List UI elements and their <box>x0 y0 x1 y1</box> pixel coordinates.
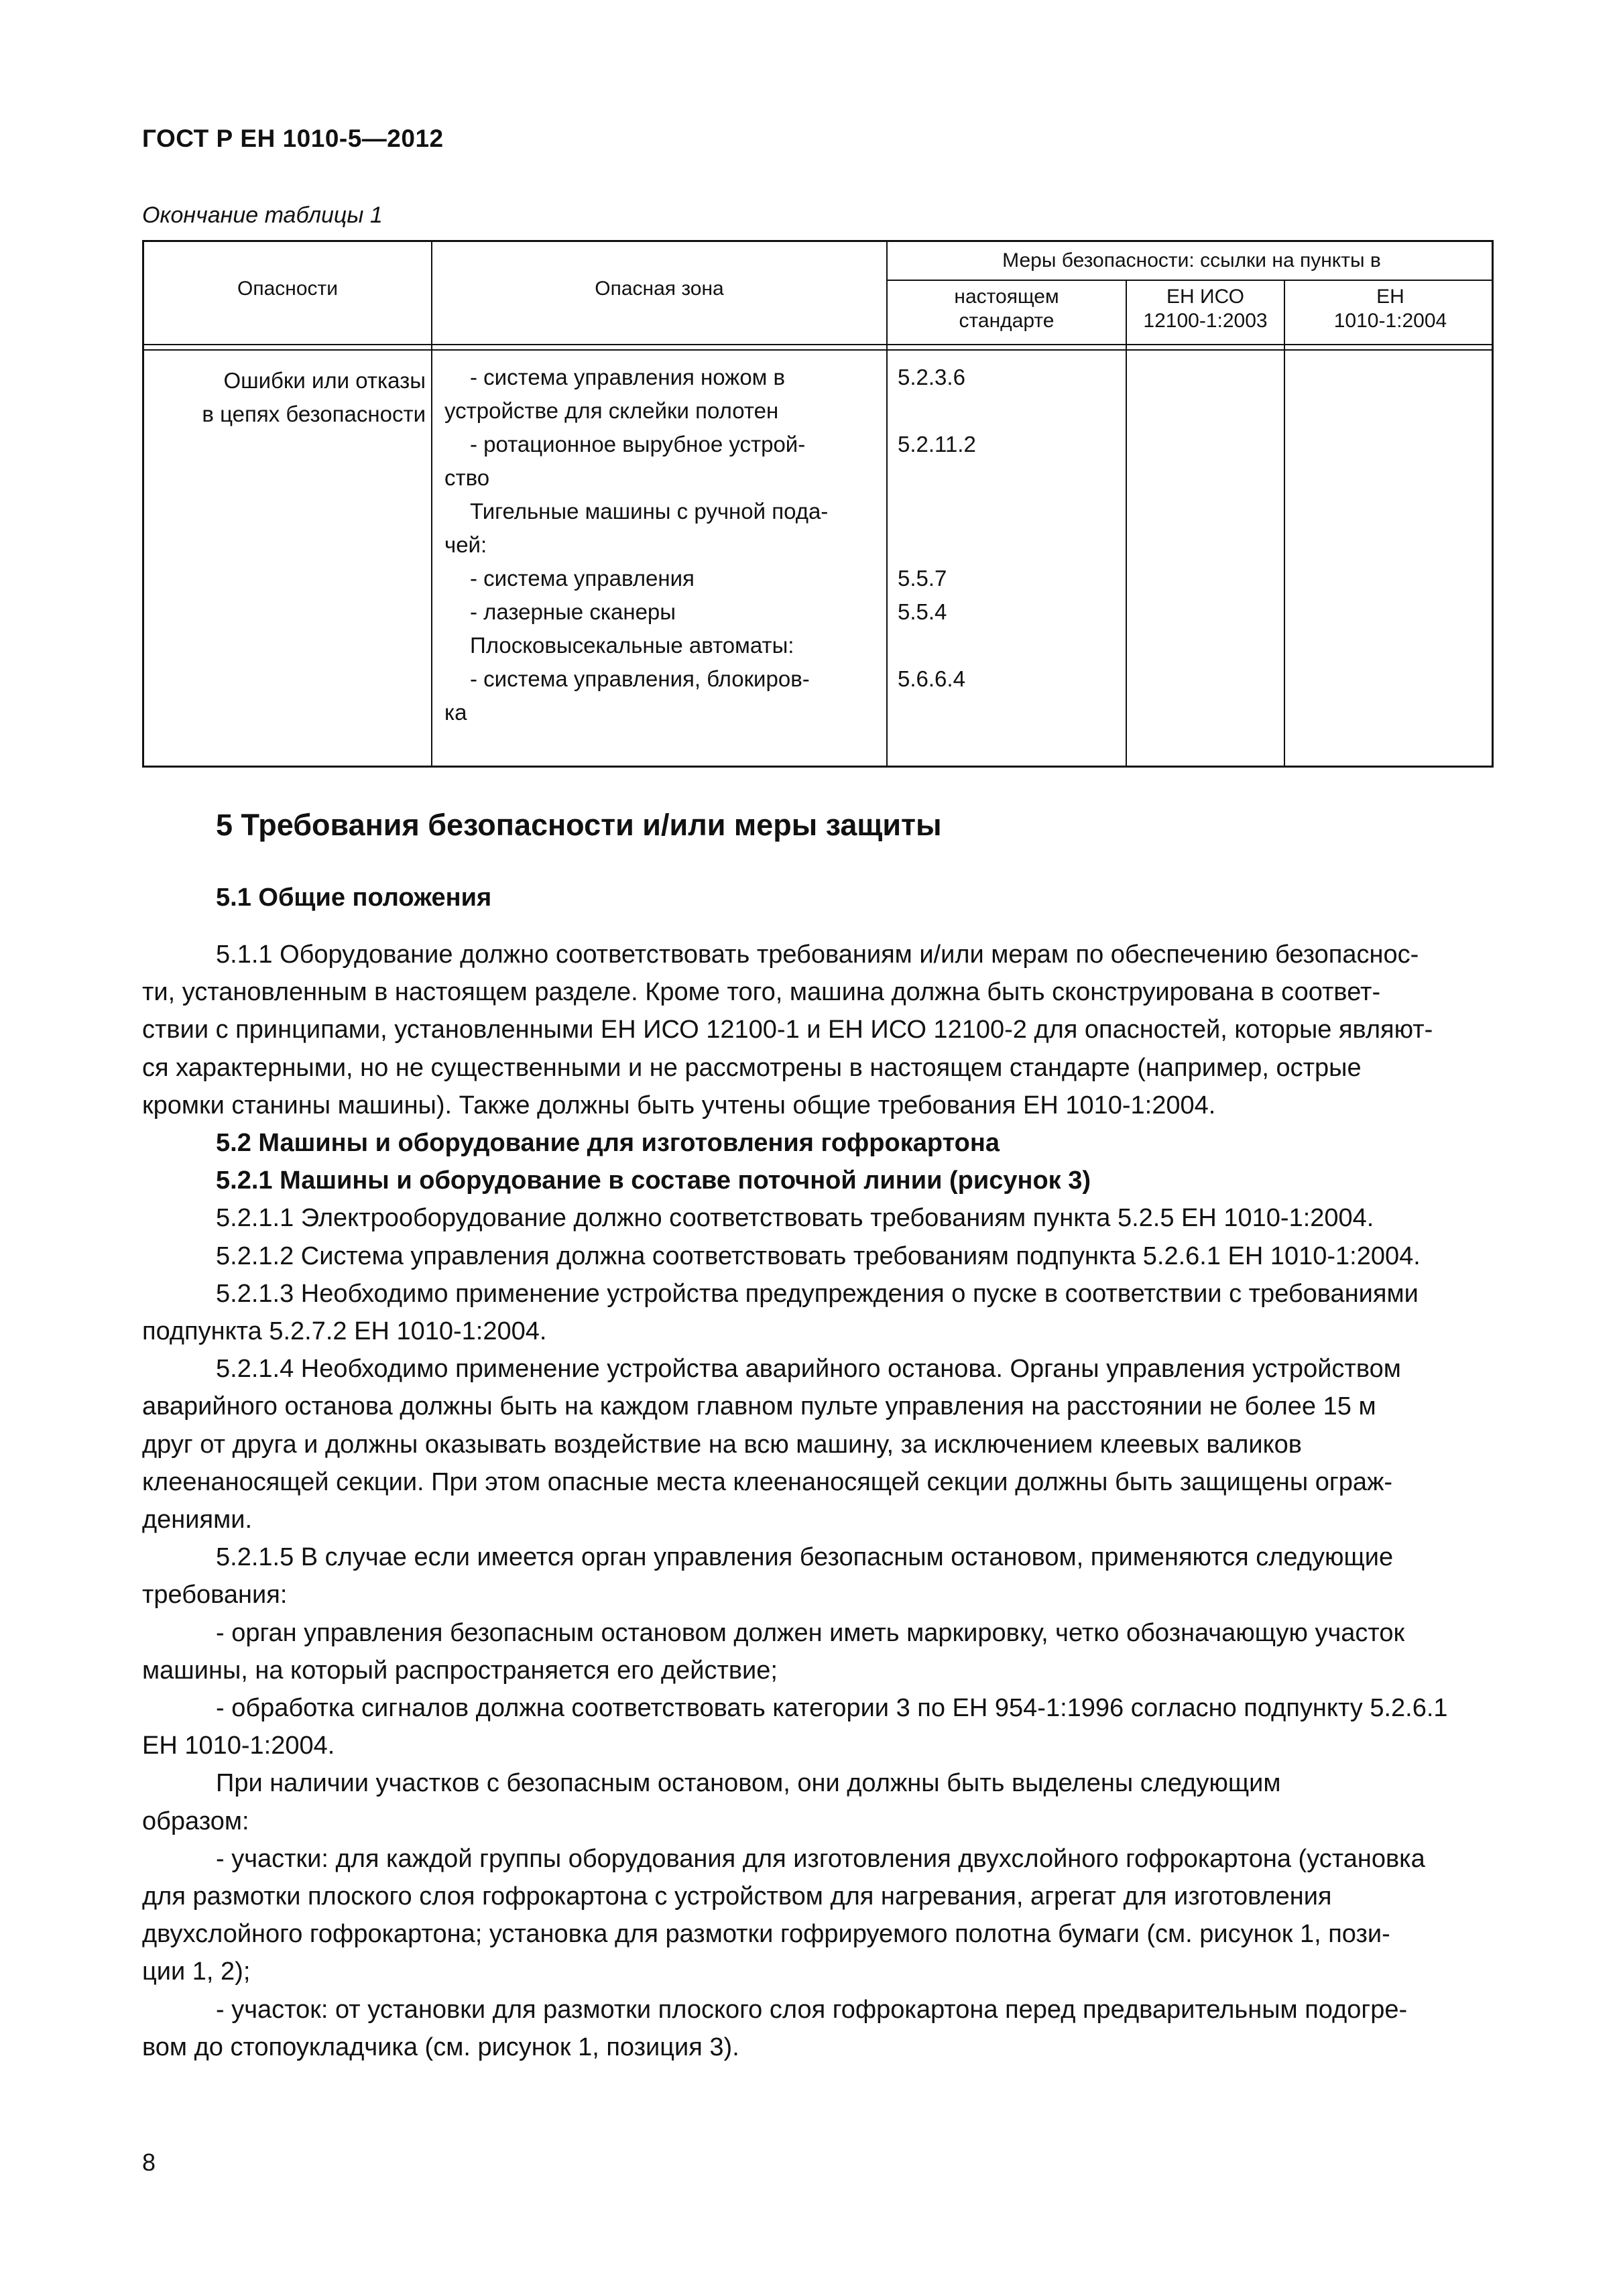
body-line: ся характерными, но не существенными и не рассмотрены в настоящем стандарте (например, острые <box>142 1054 1362 1082</box>
reference-value: 5.5.7 <box>898 566 947 591</box>
body-line: для размотки плоского слоя гофрокартона с устройством для нагревания, агрегат для изготовления <box>142 1882 1332 1911</box>
zone-line: чей: <box>444 532 487 557</box>
header-this-standard: настоящем стандарте <box>954 286 1059 332</box>
body-line: машины, на который распространяется его действие; <box>142 1656 778 1685</box>
body-line: 5.2.1.3 Необходимо применение устройства предупреждения о пуске в соответствии с требованиями <box>216 1280 1419 1308</box>
body-line: При наличии участков с безопасным остановом, они должны быть выделены следующим <box>216 1769 1281 1797</box>
body-line: 5.2.1.1 Электрооборудование должно соответствовать требованиям пункта 5.2.5 ЕН 1010-1:2004. <box>216 1204 1374 1232</box>
zone-line: ство <box>444 465 490 490</box>
reference-value: 5.2.3.6 <box>898 365 965 389</box>
table-divider <box>144 349 1492 351</box>
reference-value: 5.6.6.4 <box>898 666 965 691</box>
table-divider <box>1284 281 1285 766</box>
reference-value: 5.2.11.2 <box>898 432 976 457</box>
body-line: дениями. <box>142 1506 253 1534</box>
header-hazards: Опасности <box>237 278 338 300</box>
hazard-table <box>142 240 1494 768</box>
zone-line: - лазерные сканеры <box>470 599 676 624</box>
body-line: требования: <box>142 1581 288 1609</box>
table-caption: Окончание таблицы 1 <box>142 202 383 228</box>
subsection-heading: 5.2 Машины и оборудование для изготовления гофрокартона <box>216 1129 1000 1157</box>
body-line: ствии с принципами, установленными ЕН ИСО 12100-1 и ЕН ИСО 12100-2 для опасностей, которые являют- <box>142 1016 1433 1044</box>
body-line: вом до стопоукладчика (см. рисунок 1, позиция 3). <box>142 2033 739 2061</box>
zone-line: - система управления, блокиров- <box>470 666 810 691</box>
body-line: ти, установленным в настоящем разделе. Кроме того, машина должна быть сконструирована в соответ- <box>142 978 1381 1006</box>
zone-line: Тигельные машины с ручной пода- <box>470 499 829 524</box>
body-line: подпункта 5.2.7.2 ЕН 1010-1:2004. <box>142 1317 547 1345</box>
section-title: 5 Требования безопасности и/или меры защиты <box>216 808 942 842</box>
zone-line: - система управления ножом в <box>470 365 786 389</box>
zone-line: устройстве для склейки полотен <box>444 398 779 423</box>
body-line: кромки станины машины). Также должны быть учтены общие требования ЕН 1010-1:2004. <box>142 1091 1216 1120</box>
body-line: ции 1, 2); <box>142 1957 251 1986</box>
body-text <box>142 936 1494 2075</box>
zone-line: - система управления <box>470 566 695 591</box>
body-line: образом: <box>142 1807 249 1835</box>
reference-value: 5.5.4 <box>898 599 947 624</box>
refs-cell <box>898 364 1112 739</box>
table-divider <box>886 280 1492 281</box>
header-zone: Опасная зона <box>595 278 724 300</box>
subsection-heading: 5.2.1 Машины и оборудование в составе поточной линии (рисунок 3) <box>216 1166 1091 1195</box>
hazard-cell: Ошибки или отказы в цепях безопасности <box>202 368 426 426</box>
zone-cell <box>444 364 880 739</box>
header-measures: Меры безопасности: ссылки на пункты в <box>1002 249 1381 271</box>
page-header: ГОСТ Р ЕН 1010-5—2012 <box>142 125 444 152</box>
body-line: - обработка сигналов должна соответствовать категории 3 по ЕН 954-1:1996 согласно подпункту 5.2.6.1 <box>216 1694 1448 1722</box>
header-en-iso-12100: ЕН ИСО 12100-1:2003 <box>1143 286 1268 332</box>
subsection-title: 5.1 Общие положения <box>216 884 492 912</box>
body-line: - участок: от установки для размотки плоского слоя гофрокартона перед предварительным подогре- <box>216 1996 1408 2024</box>
body-line: 5.2.1.5 В случае если имеется орган управления безопасным остановом, применяются следующие <box>216 1543 1394 1571</box>
body-line: 5.2.1.4 Необходимо применение устройства аварийного останова. Органы управления устройством <box>216 1355 1401 1383</box>
body-line: 5.1.1 Оборудование должно соответствовать требованиям и/или мерам по обеспечению безопаснос- <box>216 941 1419 969</box>
table-divider <box>144 344 1492 345</box>
zone-line: ка <box>444 700 467 725</box>
body-line: ЕН 1010-1:2004. <box>142 1732 335 1760</box>
body-line: друг от друга и должны оказывать воздействие на всю машину, за исключением клеевых валиков <box>142 1431 1302 1459</box>
page-number: 8 <box>142 2149 156 2176</box>
body-line: 5.2.1.2 Система управления должна соответствовать требованиям подпункта 5.2.6.1 ЕН 1010-1:2004. <box>216 1242 1421 1270</box>
body-line: - участки: для каждой группы оборудования для изготовления двухслойного гофрокартона (установка <box>216 1845 1425 1873</box>
body-line: клеенаносящей секции. При этом опасные места клеенаносящей секции должны быть защищены ограж- <box>142 1468 1393 1496</box>
body-line: двухслойного гофрокартона; установка для размотки гофрируемого полотна бумаги (см. рисунок 1, пози- <box>142 1920 1390 1948</box>
table-divider <box>1126 281 1127 766</box>
table-divider <box>431 242 432 766</box>
zone-line: - ротационное вырубное устрой- <box>470 432 806 457</box>
header-en-1010-1: ЕН 1010-1:2004 <box>1333 286 1447 332</box>
body-line: - орган управления безопасным остановом должен иметь маркировку, четко обозначающую участок <box>216 1619 1405 1647</box>
body-line: аварийного останова должны быть на каждом главном пульте управления на расстоянии не более 15 м <box>142 1392 1376 1421</box>
zone-line: Плосковысекальные автоматы: <box>470 633 794 658</box>
